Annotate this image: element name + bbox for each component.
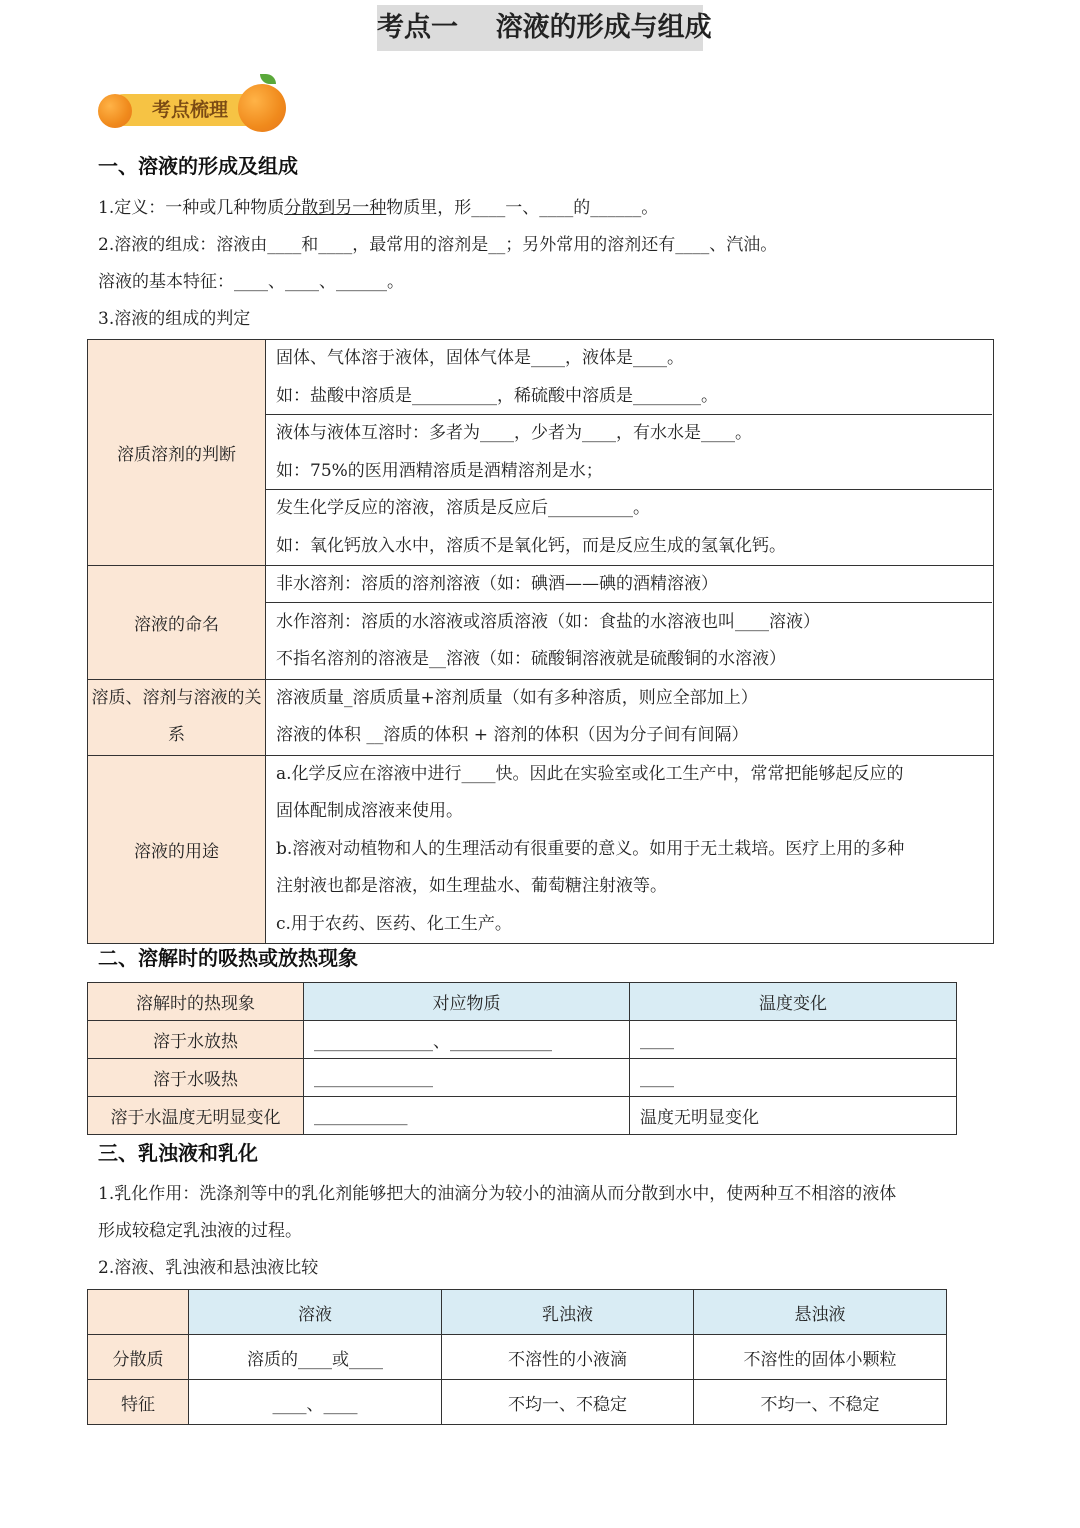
definition-pre: 1.定义：一种或几种物质 (98, 198, 285, 218)
section3-heading: 三、乳浊液和乳化 (98, 1141, 258, 1165)
page-title: 考点一 溶液的形成与组成 (377, 5, 703, 51)
table-line: 溶液质量_溶质质量+溶剂质量（如有多种溶质，则应全部加上） (276, 687, 758, 708)
table-row (88, 755, 994, 944)
row-divider (266, 489, 992, 490)
column-header: 对应物质 (304, 983, 630, 1021)
table-cell: 温度无明显变化 (630, 1097, 957, 1135)
column-header: 悬浊液 (694, 1290, 947, 1335)
table-line: 固体配制成溶液来使用。 (276, 801, 463, 821)
table-cell: ______________、____________ (304, 1021, 630, 1059)
compare-title: 2.溶液、乳浊液和悬浊液比较 (98, 1258, 319, 1278)
table-line: 液体与液体互溶时：多者为____，少者为____，有水水是____。 (276, 423, 752, 443)
table-cell: ___________ (304, 1097, 630, 1135)
table-cell: 溶于水放热 (88, 1021, 304, 1059)
section2-heading: 二、溶解时的吸热或放热现象 (98, 946, 358, 970)
table-row (88, 1380, 947, 1425)
table-cell: 特征 (88, 1380, 189, 1425)
table-line: 不指名溶剂的溶液是__溶液（如：硫酸铜溶液就是硫酸铜的水溶液） (276, 649, 786, 669)
definition-post: 物质里，形____一、____的______。 (386, 198, 659, 218)
table-row (88, 1021, 957, 1059)
table-line: 非水溶剂：溶质的溶剂溶液（如：碘酒——碘的酒精溶液） (276, 574, 718, 594)
emulsify-text-1: 1.乳化作用：洗涤剂等中的乳化剂能够把大的油滴分为较小的油滴从而分散到水中，使两种互不相溶的液体 (98, 1184, 897, 1204)
table-row (88, 566, 994, 680)
table-line: 水作溶剂：溶质的水溶液或溶质溶液（如：食盐的水溶液也叫____溶液） (276, 611, 820, 632)
table-cell: ____ (630, 1021, 957, 1059)
table-cell: ____、____ (189, 1380, 442, 1425)
table-cell: 不溶性的固体小颗粒 (694, 1335, 947, 1380)
section1-heading: 一、溶液的形成及组成 (98, 154, 298, 178)
table-header-row (88, 1290, 947, 1335)
table-cell: ______________ (304, 1059, 630, 1097)
row-content-uses (266, 755, 994, 944)
table-row (88, 1059, 957, 1097)
table-header-row (88, 983, 957, 1021)
table-cell: 不均一、不稳定 (442, 1380, 694, 1425)
column-header (88, 1290, 189, 1335)
table-row (88, 679, 994, 755)
comparison-table (87, 1289, 947, 1425)
row-content-relation (266, 679, 994, 755)
leaf-icon (260, 74, 276, 84)
emulsify-text-2: 形成较稳定乳浊液的过程。 (98, 1221, 302, 1241)
row-label-uses: 溶液的用途 (88, 755, 266, 944)
section-badge (96, 74, 290, 136)
row-content-solute-solvent (266, 340, 994, 566)
table-line: 注射液也都是溶液，如生理盐水、葡萄糖注射液等。 (276, 876, 667, 896)
column-header: 溶液 (189, 1290, 442, 1335)
table-row (88, 1097, 957, 1135)
table-cell: 不均一、不稳定 (694, 1380, 947, 1425)
row-content-naming (266, 566, 994, 680)
composition-table (87, 339, 994, 944)
row-label-relation: 溶质、溶剂与溶液的关系 (88, 679, 266, 755)
table-line: 溶液的体积 __溶质的体积 + 溶剂的体积（因为分子间有间隔） (276, 725, 749, 745)
table-cell: 溶于水温度无明显变化 (88, 1097, 304, 1135)
orange-icon (238, 84, 286, 132)
table-row (88, 1335, 947, 1380)
table-line: 如：盐酸中溶质是__________，稀硫酸中溶质是________。 (276, 385, 718, 406)
definition-text (98, 193, 658, 218)
determination-title: 3.溶液的组成的判定 (98, 309, 251, 329)
table-line: 发生化学反应的溶液，溶质是反应后__________。 (276, 498, 650, 518)
definition-underlined: 分散到另一种 (284, 198, 387, 218)
column-header: 溶解时的热现象 (88, 983, 304, 1021)
table-cell: 不溶性的小液滴 (442, 1335, 694, 1380)
badge-label: 考点梳理 (151, 99, 228, 121)
table-line: c.用于农药、医药、化工生产。 (276, 913, 512, 934)
features-text: 溶液的基本特征：____、____、______。 (98, 272, 404, 292)
table-cell: ____ (630, 1059, 957, 1097)
table-cell: 分散质 (88, 1335, 189, 1380)
heat-table (87, 982, 957, 1135)
column-header: 乳浊液 (442, 1290, 694, 1335)
table-cell: 溶于水吸热 (88, 1059, 304, 1097)
composition-text: 2.溶液的组成：溶液由____和____，最常用的溶剂是__；另外常用的溶剂还有____、汽油。 (98, 235, 778, 255)
table-row (88, 340, 994, 566)
row-divider (266, 602, 992, 603)
row-divider (266, 414, 992, 415)
row-label-solute-solvent: 溶质溶剂的判断 (88, 340, 266, 566)
table-line: 如：75%的医用酒精溶质是酒精溶剂是水； (276, 460, 603, 481)
table-line: 如：氧化钙放入水中，溶质不是氧化钙，而是反应生成的氢氧化钙。 (276, 535, 786, 556)
column-header: 温度变化 (630, 983, 957, 1021)
table-line: b.溶液对动植物和人的生理活动有很重要的意义。如用于无土栽培。医疗上用的多种 (276, 838, 905, 859)
row-label-naming: 溶液的命名 (88, 566, 266, 680)
table-line: 固体、气体溶于液体，固体气体是____，液体是____。 (276, 348, 684, 368)
orange-icon (98, 94, 132, 128)
table-line: a.化学反应在溶液中进行____快。因此在实验室或化工生产中，常常把能够起反应的 (276, 763, 904, 784)
table-cell: 溶质的____或____ (189, 1335, 442, 1380)
